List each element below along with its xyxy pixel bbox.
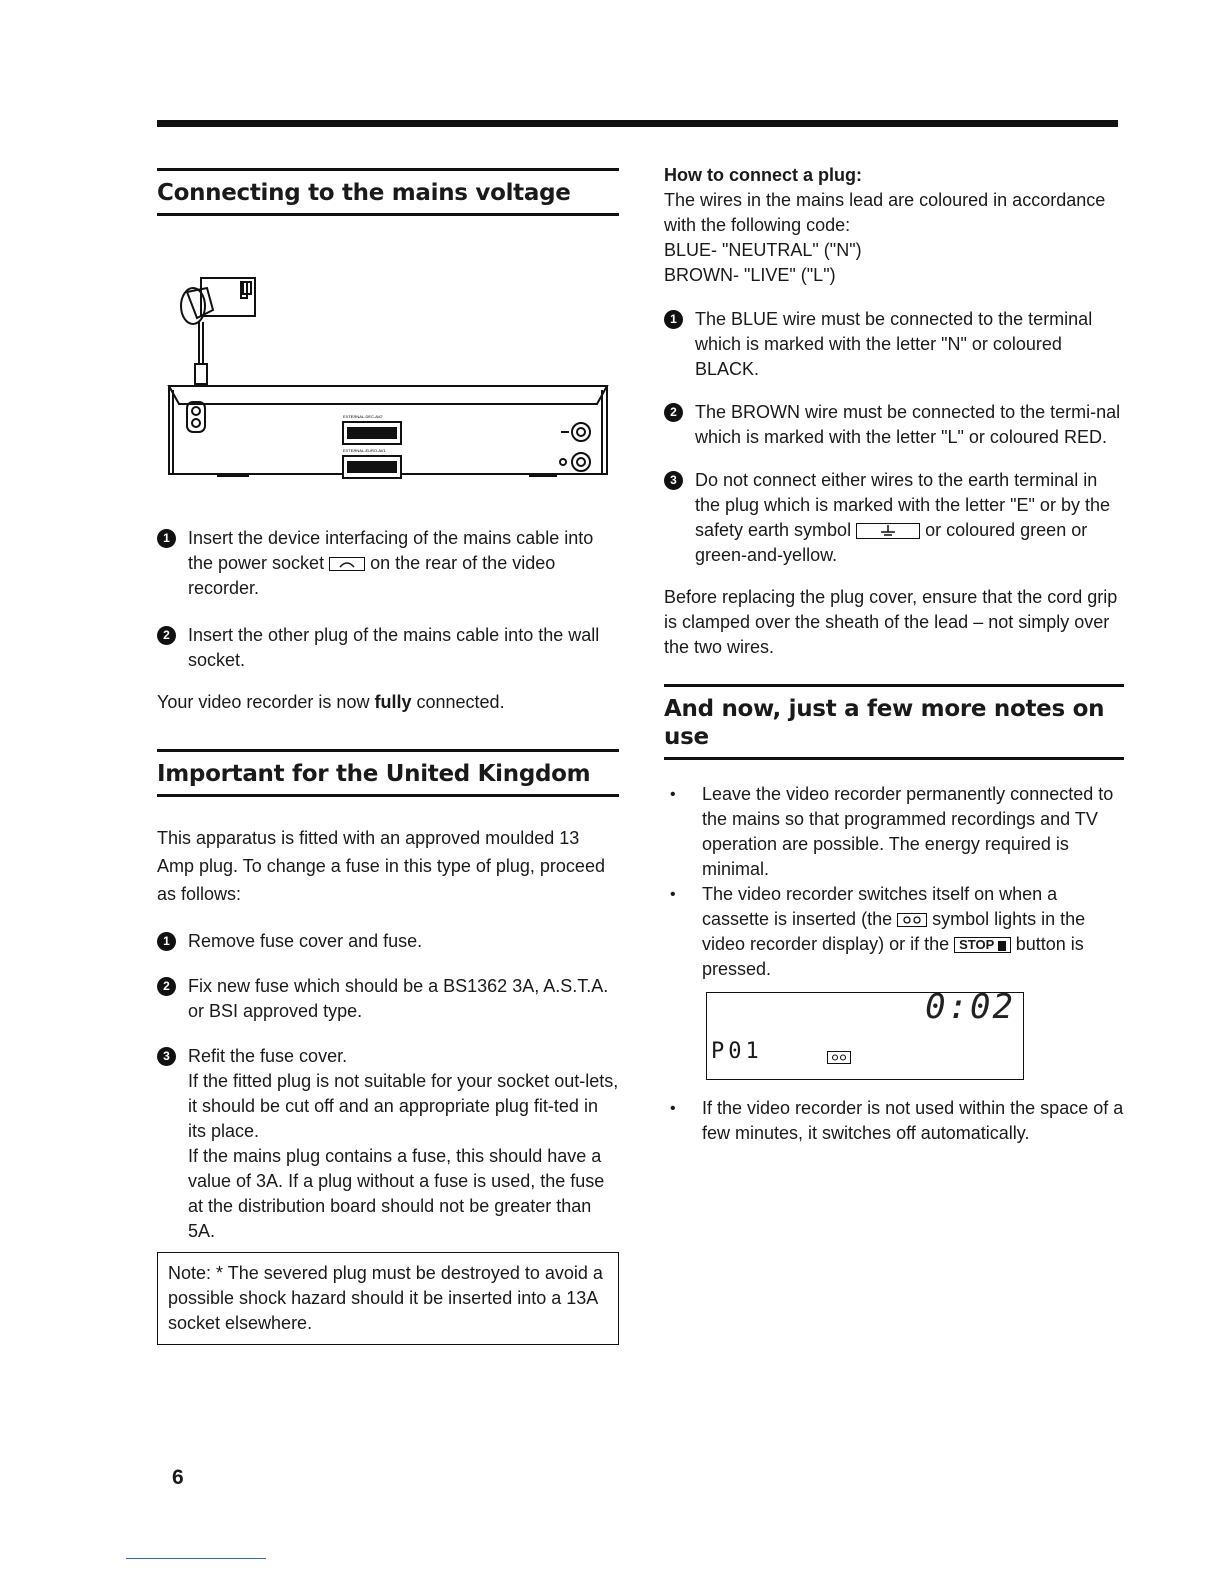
wire2-text: The BROWN wire must be connected to the termi-nal which is marked with the letter "L" or coloured RED. [695, 402, 1121, 447]
uk-intro: This apparatus is fitted with an approved moulded 13 Amp plug. To change a fuse in this type of plug, proceed as follows: [157, 828, 605, 904]
step-number-1: 1 [157, 529, 176, 548]
connected-text-bold: fully [374, 692, 412, 712]
cassette-icon [897, 913, 927, 927]
earth-symbol-icon [856, 523, 920, 539]
fuse-step3-para2: If the fitted plug is not suitable for your socket out-lets, it should be cut off and an appropriate plug fit-ted in its place. [188, 1071, 619, 1141]
antenna-sockets [560, 423, 590, 471]
list-item: • Leave the video recorder permanently connected to the mains so that programmed recordings and TV operation are possible. The energy required is minimal. [664, 782, 1124, 882]
left-column [157, 168, 619, 1345]
note-text: Note: * The severed plug must be destroyed to avoid a possible shock hazard should it be inserted into a 13A socket elsewhere. [168, 1263, 603, 1333]
fuse-step-3 [157, 1044, 619, 1244]
note-box [157, 1252, 619, 1345]
top-rule [157, 120, 1118, 127]
step1-text-a: Insert the device interfacing of the mains cable into the power socket [188, 528, 594, 573]
stop-label: STOP [959, 937, 995, 953]
bottom-rule [126, 1558, 266, 1559]
connected-text-b: connected. [416, 692, 505, 712]
scart-bottom-label: EXTERNAL-EURO-AV1 [343, 448, 386, 453]
bullet2-text-b: symbol lights in the video recorder display) or if the [702, 909, 1086, 954]
wire3-text-a: Do not connect either wires to the earth terminal in the plug which is marked with the letter "E" or by the safety earth symbol [695, 470, 1110, 540]
plug-intro: The wires in the mains lead are coloured in accordance with the following code: [664, 190, 1106, 235]
brown-code: BROWN- "LIVE" ("L") [664, 265, 836, 285]
section-notes-header [664, 684, 1124, 760]
connect-step-2 [157, 623, 619, 673]
connected-text-a: Your video recorder is now [157, 692, 370, 712]
step-number-1: 1 [664, 310, 683, 329]
list-item [664, 882, 1124, 982]
section-mains-header [157, 168, 619, 216]
step-number-3: 3 [664, 471, 683, 490]
display-time: 0:02 [925, 987, 1015, 1027]
wire1-text: The BLUE wire must be connected to the terminal which is marked with the letter "N" or coloured BLACK. [695, 309, 1093, 379]
bullet2-text-a: The video recorder switches itself on when a cassette is inserted (the [702, 884, 1058, 929]
step-number-2: 2 [664, 403, 683, 422]
display-cassette-icon [827, 1051, 851, 1064]
right-column [664, 163, 1124, 1146]
scart-sockets [343, 414, 401, 478]
notes-list [664, 782, 1124, 982]
step-number-2: 2 [157, 626, 176, 645]
fuse-step3-line1: Refit the fuse cover. [188, 1046, 348, 1066]
section-title: Connecting to the mains voltage [157, 180, 571, 206]
connected-text [157, 690, 619, 715]
page-number: 6 [172, 1466, 184, 1489]
blue-code: BLUE- "NEUTRAL" ("N") [664, 240, 862, 260]
bullet2-text-c: button is pressed. [702, 934, 1084, 979]
fuse-step-1 [157, 929, 619, 954]
display-program: P01 [711, 1039, 763, 1064]
power-socket-icon [329, 557, 365, 571]
list-item: • If the video recorder is not used within the space of a few minutes, it switches off automatically. [664, 1096, 1124, 1146]
connect-step-1 [157, 526, 619, 601]
wire-step-1 [664, 307, 1124, 382]
step-number-3: 3 [157, 1047, 176, 1066]
wire3-text-b: or coloured green or green-and-yellow. [695, 520, 1088, 565]
cover-note: Before replacing the plug cover, ensure that the cord grip is clamped over the sheath of the lead – not simply over the two wires. [664, 587, 1118, 657]
step-number-1: 1 [157, 932, 176, 951]
wire-step-3 [664, 468, 1124, 568]
wire-step-2 [664, 400, 1124, 450]
step-number-2: 2 [157, 977, 176, 996]
rear-panel-diagram [157, 274, 619, 494]
section-title: Important for the United Kingdom [157, 761, 591, 787]
notes-list-2 [664, 1096, 1124, 1146]
stop-button-icon [954, 937, 1011, 953]
step1-text-b: on the rear of the video recorder. [188, 553, 556, 598]
mains-plug [181, 288, 213, 384]
fuse-step3-para3: If the mains plug contains a fuse, this should have a value of 3A. If a plug without a fuse is used, the fuse at the distribution board should not be greater than 5A. [188, 1146, 605, 1241]
recorder-display [706, 987, 1024, 1080]
fuse-step1-text: Remove fuse cover and fuse. [188, 931, 423, 951]
fuse-step-2 [157, 974, 619, 1024]
plug-heading: How to connect a plug: [664, 165, 862, 185]
section-title: And now, just a few more notes on use [664, 696, 1105, 750]
step2-text: Insert the other plug of the mains cable into the wall socket. [188, 625, 600, 670]
scart-top-label: EXTERNAL-DEC-AV2 [343, 414, 383, 419]
section-uk-header [157, 749, 619, 797]
fuse-step2-text: Fix new fuse which should be a BS1362 3A, A.S.T.A. or BSI approved type. [188, 976, 609, 1021]
